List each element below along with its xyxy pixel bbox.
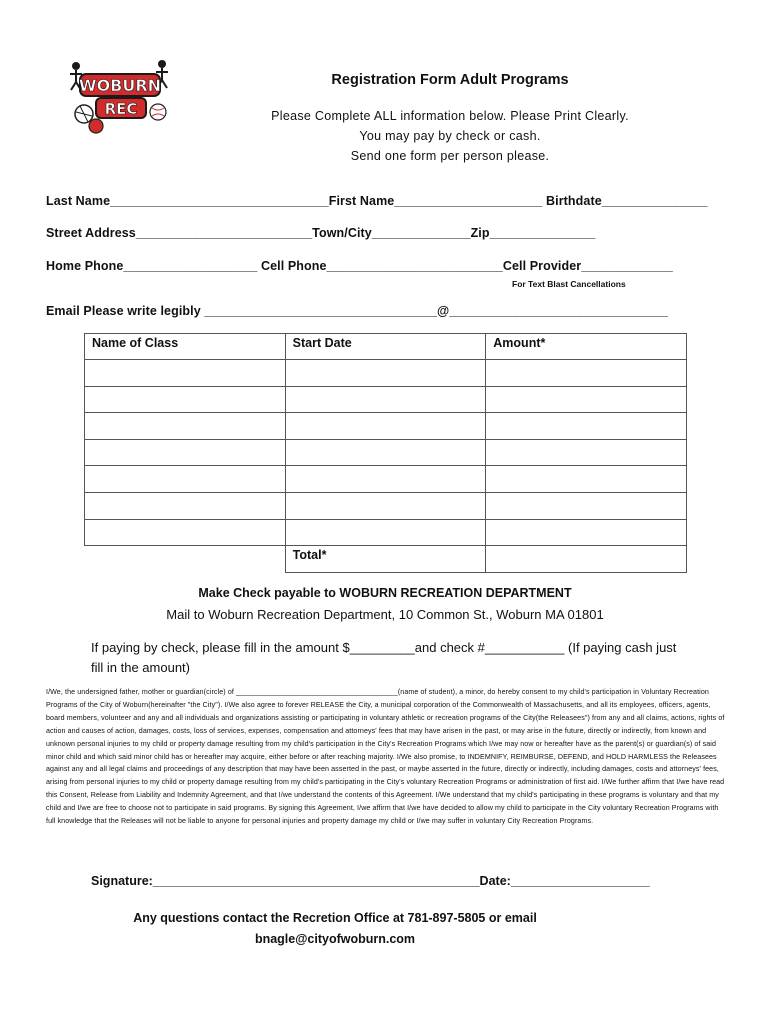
table-row [85,519,687,546]
contact-email[interactable]: bnagle@cityofwoburn.com [254,932,416,946]
address-field[interactable]: Street Address_________________________Town/City______________Zip_______________ [46,226,596,240]
table-cell[interactable] [85,360,286,387]
table-cell[interactable] [486,492,687,519]
mail-address: Mail to Woburn Recreation Department, 10 Common St., Woburn MA 01801 [166,607,604,622]
table-cell [85,546,286,573]
table-row [85,466,687,493]
table-cell[interactable] [285,466,486,493]
table-cell[interactable] [85,386,286,413]
cell-provider-note: For Text Blast Cancellations [512,279,626,289]
table-row [85,439,687,466]
table-cell[interactable] [285,519,486,546]
table-cell[interactable] [85,466,286,493]
signature-date-field[interactable]: Signature:_______________________________________________Date:____________________ [91,874,650,888]
check-payable-heading: Make Check payable to WOBURN RECREATION DEPARTMENT [198,586,572,600]
instruction-line: Please Complete ALL information below. Please Print Clearly. [271,109,629,123]
name-birthdate-field[interactable]: Last Name_______________________________First Name_____________________ Birthdate_______________ [46,194,708,208]
contact-info [100,908,570,950]
table-cell[interactable] [486,360,687,387]
table-cell[interactable] [486,466,687,493]
table-cell[interactable] [285,492,486,519]
phone-field[interactable]: Home Phone___________________ Cell Phone_________________________Cell Provider_____________ [46,259,673,273]
table-cell[interactable] [85,492,286,519]
column-header: Start Date [285,334,486,360]
table-cell[interactable] [285,413,486,440]
check-amount-field[interactable]: If paying by check, please fill in the amount $_________and check #___________ (If paying cash just fill in the amount) [91,640,677,675]
table-cell[interactable] [285,439,486,466]
table-cell[interactable] [85,519,286,546]
table-cell[interactable] [486,519,687,546]
table-cell[interactable] [486,439,687,466]
total-amount-cell[interactable] [486,546,687,573]
table-row [85,386,687,413]
table-cell[interactable] [85,439,286,466]
table-row [85,413,687,440]
contact-line: Any questions contact the Recretion Office at 781-897-5805 or email [133,911,537,925]
table-cell[interactable] [285,386,486,413]
table-cell[interactable] [285,360,486,387]
total-label: Total* [285,546,486,573]
woburn-rec-logo [62,52,174,136]
table-cell[interactable] [486,386,687,413]
svg-text:WOBURN: WOBURN [78,76,162,95]
form-title: Registration Form Adult Programs [331,72,569,88]
table-row [85,492,687,519]
email-field[interactable]: Email Please write legibly _________________________________@_______________________________ [46,304,668,318]
svg-text:REC: REC [104,100,138,118]
table-header-row [85,334,687,360]
table-cell[interactable] [85,413,286,440]
table-row [85,360,687,387]
table-cell[interactable] [486,413,687,440]
instruction-line: Send one form per person please. [350,149,550,163]
column-header: Name of Class [85,334,286,360]
instruction-line: You may pay by check or cash. [359,129,541,143]
total-row [85,546,687,573]
liability-waiver-text: I/We, the undersigned father, mother or guardian(circle) of ________________________________________(name of student), a minor, do hereby consent to my child's participation in Voluntary Recreation Programs of the City of Woburn(hereinafter "the City"). I/We also agree to forever RELEASE the City, a municipal corporation of the Commonwealth of Massachusetts, and all its employees, officers, agents, board members, volunteer and any and all individuals and organizations assisting or participating in voluntary athletic or recreation programs of the City(the Releasees") from any and all claims, actions, rights of action and causes of action, damages, costs, loss of services, expenses, compensation and attorneys' fees that may have arisen in the past, or may arise in the future, directly or indirectly, from known and unknown personal injuries to my child or property damage resulting from my child's participation in the City's Recreation Programs which I/we may now or hereafter have as the parent(s) or guardian(s) of said minor child and which said minor child has or hereafter may acquire, either before or after reaching majority. I/We also promise, to INDEMNIFY, REIMBURSE, DEFEND, and HOLD HARMLESS the Releasees against any and all legal claims and proceedings of any description that may have been asserted in the past, or maybe asserted in the future, directly or indirectly, including damages, costs and attorneys' fees, arising from personal injuries to my child or property damage resulting from my child's participating in the City's voluntary Recreation Programs or administration of first aid. I/We further affirm that I/we have read this Consent, Release from Liability and Indemnity Agreement, and that I/we understand the contents of this Agreement. I/We understand that my child's participating in these programs is voluntary and that my child and I/we are free to choose not to participate in said programs. By signing this Agreement, I/we affirm that I/we have decided to allow my child to participate in the City voluntary Recreation Programs with full knowledge that the Releases will not be liable to anyone for personal injuries and property damage my child or I/we may suffer in voluntary City Recreation Programs. [46,688,725,826]
column-header: Amount* [486,334,687,360]
class-table [84,333,687,573]
